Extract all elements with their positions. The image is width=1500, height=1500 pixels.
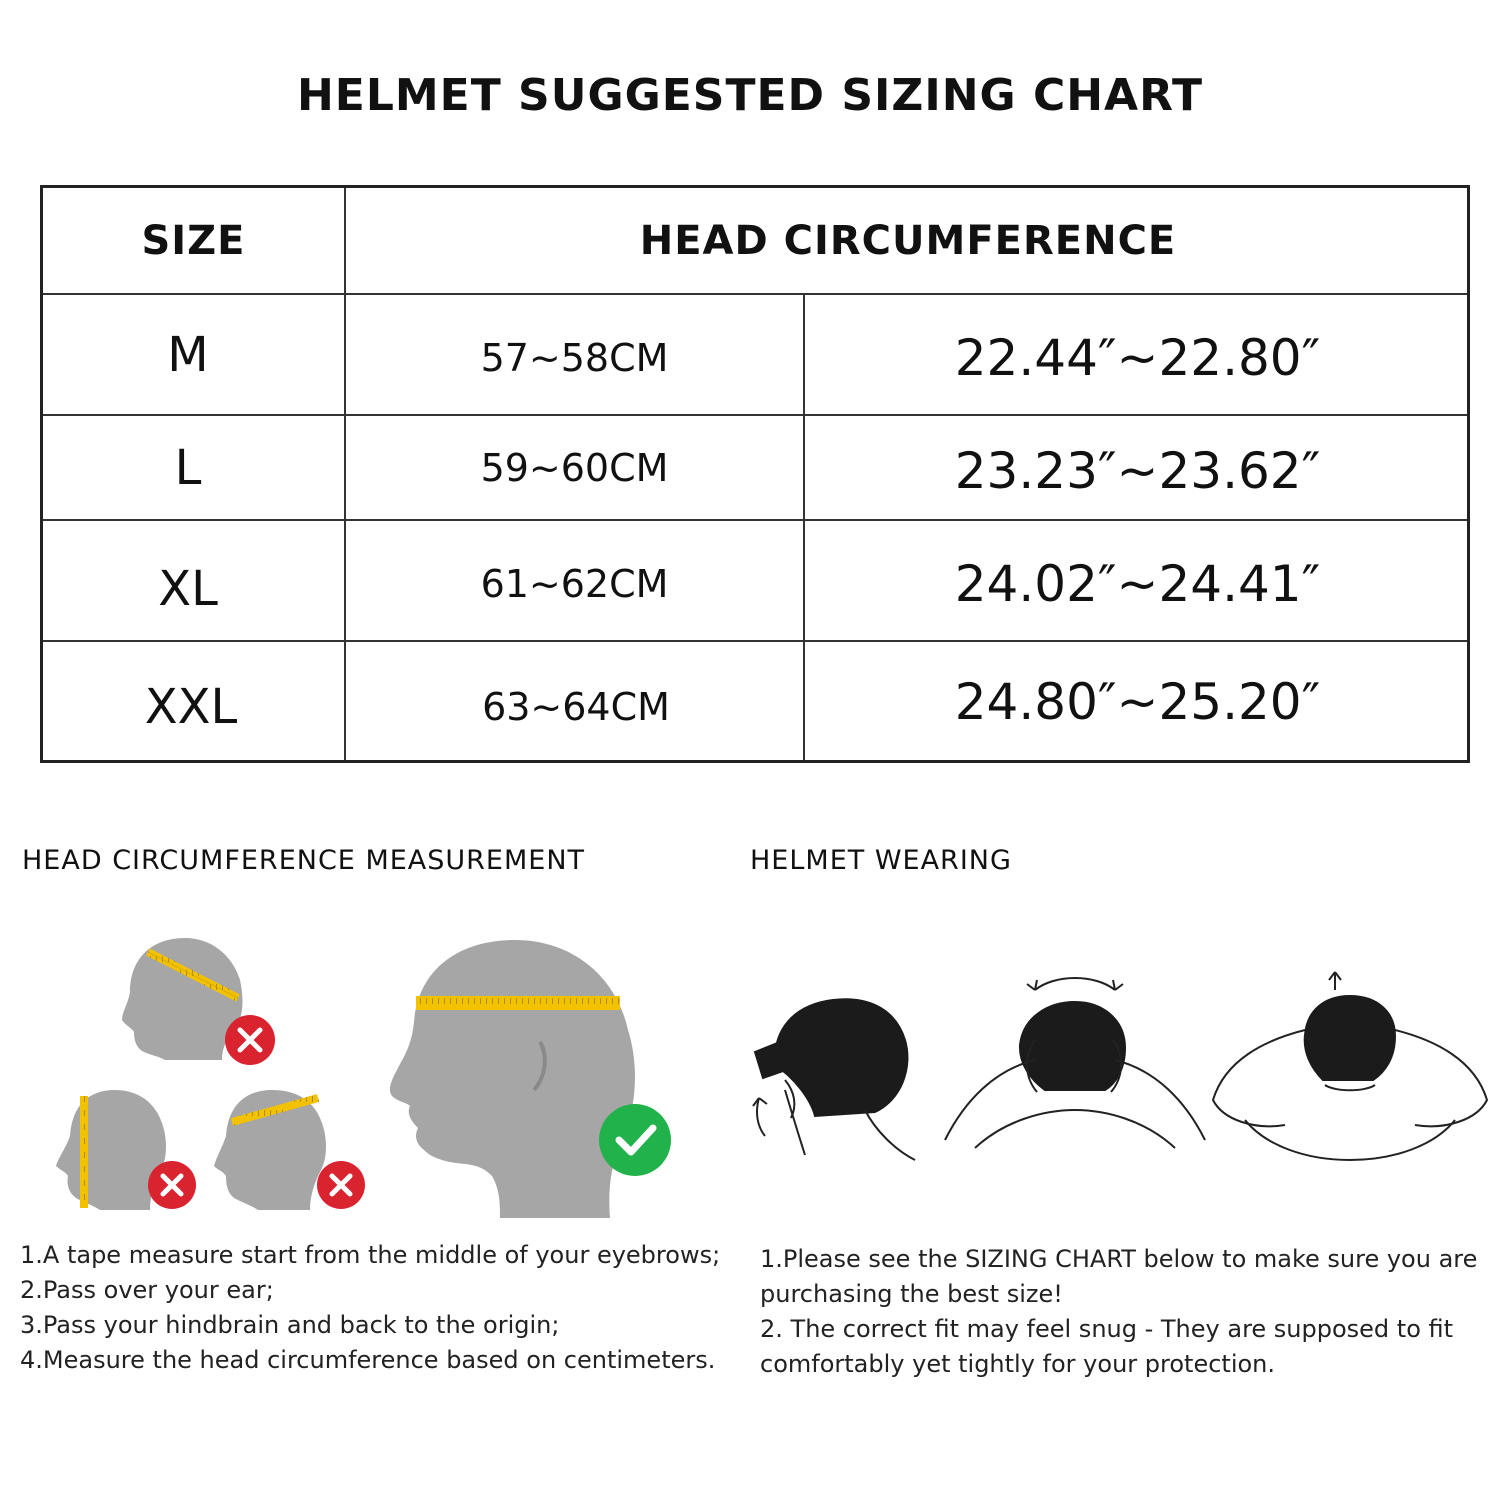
- header-size: SIZE: [141, 217, 246, 264]
- wearing-step: comfortably yet tightly for your protection.: [760, 1350, 1276, 1378]
- size-cell: M: [167, 326, 209, 383]
- cm-cell: 61~62CM: [480, 561, 669, 606]
- head-wrong-tilted: [122, 938, 242, 1060]
- measurement-step: 2.Pass over your ear;: [20, 1276, 274, 1304]
- cm-cell: 57~58CM: [480, 335, 669, 380]
- wearing-step: 1.Please see the SIZING CHART below to make sure you are: [760, 1245, 1478, 1273]
- wrong-x-icon: [148, 1161, 196, 1209]
- wearing-step-2-figure: [945, 978, 1205, 1148]
- cm-cell: 59~60CM: [480, 445, 669, 490]
- wearing-title: HELMET WEARING: [750, 845, 1012, 876]
- measurement-step: 1.A tape measure start from the middle of your eyebrows;: [20, 1241, 721, 1269]
- size-cell: L: [174, 439, 202, 496]
- wearing-step: 2. The correct fit may feel snug - They are supposed to fit: [760, 1315, 1454, 1343]
- measurement-title: HEAD CIRCUMFERENCE MEASUREMENT: [22, 845, 586, 876]
- wrong-x-icon: [225, 1015, 275, 1065]
- size-table: [40, 185, 1470, 763]
- chart-title: HELMET SUGGESTED SIZING CHART: [296, 70, 1204, 121]
- wearing-step-3-figure: [1213, 972, 1487, 1160]
- measurement-steps: [20, 1238, 720, 1378]
- correct-check-icon: [599, 1104, 671, 1176]
- head-wrong-high: [214, 1090, 326, 1210]
- wearing-step: purchasing the best size!: [760, 1280, 1063, 1308]
- cm-cell: 63~64CM: [482, 685, 670, 729]
- wearing-illustration: [745, 960, 1500, 1175]
- size-cell: XXL: [144, 679, 238, 735]
- wrong-x-icon: [317, 1161, 365, 1209]
- head-correct: [390, 940, 635, 1218]
- measurement-illustration: [0, 900, 720, 1220]
- wearing-step-1-figure: [753, 999, 915, 1160]
- header-head-circumference: HEAD CIRCUMFERENCE: [639, 217, 1177, 264]
- measurement-step: 4.Measure the head circumference based on centimeters.: [20, 1346, 716, 1374]
- inch-cell: 24.80″~25.20″: [954, 673, 1321, 731]
- measurement-step: 3.Pass your hindbrain and back to the origin;: [20, 1311, 560, 1339]
- wearing-steps: [760, 1242, 1477, 1382]
- inch-cell: 23.23″~23.62″: [954, 442, 1321, 500]
- size-cell: XL: [158, 560, 218, 617]
- inch-cell: 22.44″~22.80″: [954, 328, 1321, 387]
- inch-cell: 24.02″~24.41″: [954, 554, 1321, 613]
